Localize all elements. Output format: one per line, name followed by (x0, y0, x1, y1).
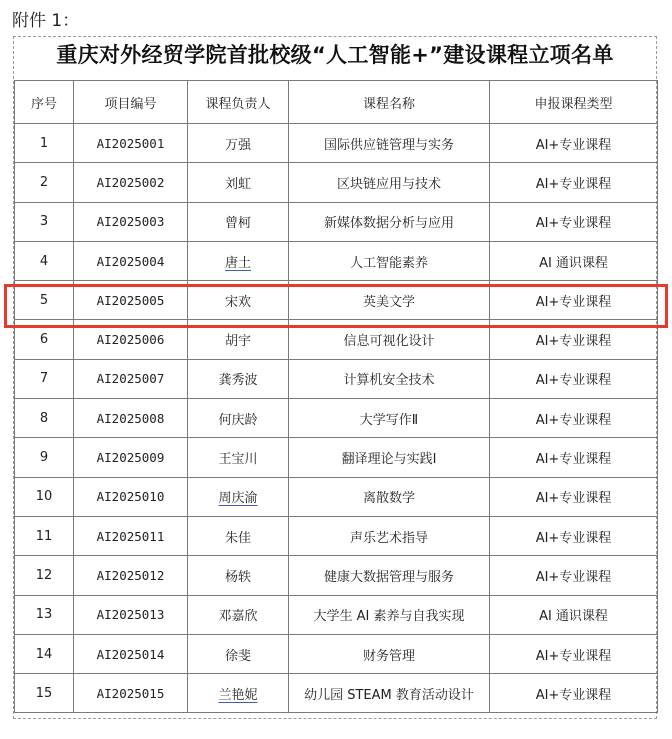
course-name-cell: 人工智能素养 (289, 241, 490, 280)
course-name-cell: 计算机安全技术 (289, 359, 490, 398)
attachment-label: 附件 1： (12, 11, 80, 31)
table-row (15, 516, 658, 555)
course-owner-cell: 徐斐 (188, 634, 289, 673)
project-code-cell: AI2025003 (74, 202, 188, 241)
course-type-cell: AI+专业课程 (490, 674, 658, 713)
course-type-cell: AI+专业课程 (490, 438, 658, 477)
project-code-cell: AI2025007 (74, 359, 188, 398)
project-code-cell: AI2025005 (74, 281, 188, 320)
row-number-cell: 12 (15, 556, 74, 595)
table-row (15, 241, 658, 280)
course-name-cell: 声乐艺术指导 (289, 516, 490, 555)
course-type-cell: AI+专业课程 (490, 320, 658, 359)
project-code-cell: AI2025002 (74, 163, 188, 202)
course-owner-cell: 杨轶 (188, 556, 289, 595)
project-code-cell: AI2025011 (74, 516, 188, 555)
row-number-cell: 10 (15, 477, 74, 516)
table-row (15, 595, 658, 634)
row-number-cell: 6 (15, 320, 74, 359)
project-code-cell: AI2025010 (74, 477, 188, 516)
row-number-cell: 3 (15, 202, 74, 241)
course-name-cell: 财务管理 (289, 634, 490, 673)
row-number-cell: 2 (15, 163, 74, 202)
course-type-cell: AI+专业课程 (490, 516, 658, 555)
course-owner-cell: 龚秀波 (188, 359, 289, 398)
course-type-cell: AI+专业课程 (490, 399, 658, 438)
column-header-code: 项目编号 (74, 81, 188, 124)
course-name-cell: 幼儿园 STEAM 教育活动设计 (289, 674, 490, 713)
course-name-cell: 英美文学 (289, 281, 490, 320)
column-header-owner: 课程负责人 (188, 81, 289, 124)
course-type-cell: AI 通识课程 (490, 595, 658, 634)
row-number-cell: 7 (15, 359, 74, 398)
table-row (15, 359, 658, 398)
course-owner-cell: 王宝川 (188, 438, 289, 477)
table-header-row (15, 81, 658, 124)
course-name-cell: 大学生 AI 素养与自我实现 (289, 595, 490, 634)
document-title: 重庆对外经贸学院首批校级“人工智能+”建设课程立项名单 (56, 43, 614, 67)
course-name-cell: 信息可视化设计 (289, 320, 490, 359)
course-type-cell: AI+专业课程 (490, 124, 658, 163)
row-number-cell: 14 (15, 634, 74, 673)
row-number-cell: 13 (15, 595, 74, 634)
course-type-cell: AI+专业课程 (490, 359, 658, 398)
table-row (15, 202, 658, 241)
table-body (15, 124, 658, 713)
row-number-cell: 1 (15, 124, 74, 163)
course-owner-cell: 刘虹 (188, 163, 289, 202)
table-row (15, 124, 658, 163)
course-name-cell: 离散数学 (289, 477, 490, 516)
column-header-type: 申报课程类型 (490, 81, 658, 124)
table-row (15, 281, 658, 320)
course-owner-cell: 宋欢 (188, 281, 289, 320)
course-type-cell: AI+专业课程 (490, 634, 658, 673)
project-code-cell: AI2025014 (74, 634, 188, 673)
table-row (15, 556, 658, 595)
table-row (15, 438, 658, 477)
table-row (15, 477, 658, 516)
project-code-cell: AI2025009 (74, 438, 188, 477)
course-owner-cell: 胡宇 (188, 320, 289, 359)
course-owner-cell: 何庆龄 (188, 399, 289, 438)
course-name-cell: 健康大数据管理与服务 (289, 556, 490, 595)
course-name-cell: 新媒体数据分析与应用 (289, 202, 490, 241)
row-number-cell: 15 (15, 674, 74, 713)
course-type-cell: AI+专业课程 (490, 477, 658, 516)
course-name-cell: 大学写作Ⅱ (289, 399, 490, 438)
project-code-cell: AI2025001 (74, 124, 188, 163)
course-list-table (14, 80, 658, 713)
course-owner-cell: 兰艳妮 (188, 674, 289, 713)
table-row (15, 163, 658, 202)
table-row (15, 320, 658, 359)
course-type-cell: AI 通识课程 (490, 241, 658, 280)
row-number-cell: 4 (15, 241, 74, 280)
course-name-cell: 区块链应用与技术 (289, 163, 490, 202)
project-code-cell: AI2025015 (74, 674, 188, 713)
course-owner-cell: 朱佳 (188, 516, 289, 555)
course-owner-cell: 曾柯 (188, 202, 289, 241)
course-owner-cell: 唐土 (188, 241, 289, 280)
row-number-cell: 5 (15, 281, 74, 320)
course-name-cell: 国际供应链管理与实务 (289, 124, 490, 163)
project-code-cell: AI2025012 (74, 556, 188, 595)
project-code-cell: AI2025013 (74, 595, 188, 634)
course-owner-cell: 周庆渝 (188, 477, 289, 516)
course-type-cell: AI+专业课程 (490, 202, 658, 241)
row-number-cell: 9 (15, 438, 74, 477)
table-row (15, 674, 658, 713)
project-code-cell: AI2025004 (74, 241, 188, 280)
project-code-cell: AI2025008 (74, 399, 188, 438)
row-number-cell: 11 (15, 516, 74, 555)
table-row (15, 634, 658, 673)
course-type-cell: AI+专业课程 (490, 556, 658, 595)
course-name-cell: 翻译理论与实践Ⅰ (289, 438, 490, 477)
row-number-cell: 8 (15, 399, 74, 438)
table-row (15, 399, 658, 438)
course-type-cell: AI+专业课程 (490, 281, 658, 320)
project-code-cell: AI2025006 (74, 320, 188, 359)
course-type-cell: AI+专业课程 (490, 163, 658, 202)
course-owner-cell: 万强 (188, 124, 289, 163)
column-header-no: 序号 (15, 81, 74, 124)
column-header-course: 课程名称 (289, 81, 490, 124)
course-owner-cell: 邓嘉欣 (188, 595, 289, 634)
